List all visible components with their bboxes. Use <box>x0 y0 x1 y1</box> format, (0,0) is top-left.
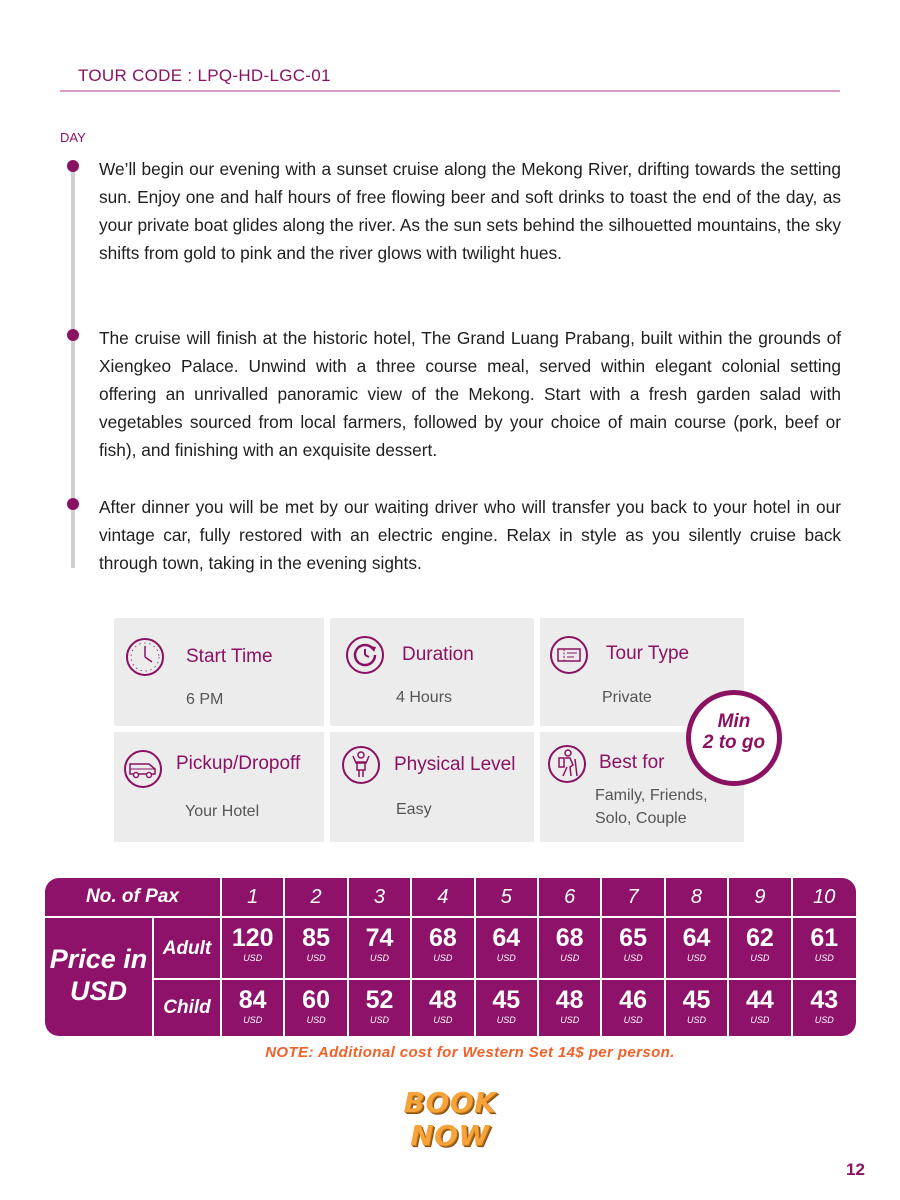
pax-count: 10 <box>793 878 856 918</box>
adult-price-cell <box>666 918 729 980</box>
adult-price-cell <box>349 918 412 980</box>
currency-label: USD <box>496 953 516 963</box>
child-price-cell <box>729 980 792 1036</box>
timer-icon <box>344 634 386 676</box>
itinerary-paragraph: After dinner you will be met by our waiting driver who will transfer you back to your hotel in our vintage car, fully restored with an electric engine. Relax in style as you silently cruise back through town, taking in the evening sights. <box>99 497 841 573</box>
info-value: Your Hotel <box>185 803 260 820</box>
child-price: 48 <box>428 986 457 1014</box>
child-price: 44 <box>745 986 774 1014</box>
child-price-cell <box>602 980 665 1036</box>
info-value: Easy <box>396 801 432 818</box>
child-price-cell <box>222 980 285 1036</box>
info-title: Physical Level <box>394 754 516 775</box>
min-badge-line: Min <box>717 711 751 732</box>
day-label: DAY <box>60 130 86 145</box>
child-price-cell <box>476 980 539 1036</box>
adult-price-cell <box>539 918 602 980</box>
child-price: 46 <box>619 986 647 1014</box>
timeline-dot <box>67 160 79 172</box>
currency-label: USD <box>750 953 770 963</box>
price-table <box>45 878 856 1036</box>
timeline-dot <box>67 329 79 341</box>
info-title: Best for <box>599 752 665 773</box>
info-value-line: Family, Friends, <box>595 787 708 804</box>
child-price: 48 <box>555 986 584 1014</box>
currency-label: USD <box>623 953 643 963</box>
info-duration <box>330 618 534 726</box>
currency-label: USD <box>433 953 453 963</box>
info-start-time <box>114 618 324 726</box>
adult-price: 64 <box>682 924 711 952</box>
person-icon <box>340 744 382 786</box>
currency-label: USD <box>686 1015 706 1025</box>
adult-price: 74 <box>365 924 394 952</box>
currency-label: USD <box>306 953 326 963</box>
currency-label: USD <box>243 953 263 963</box>
tour-info-grid <box>114 618 744 842</box>
header-divider <box>60 90 840 92</box>
adult-price-cell <box>793 918 856 980</box>
min-badge-line: 2 to go <box>702 732 766 753</box>
adult-price-cell <box>412 918 475 980</box>
info-physical-level <box>330 732 534 842</box>
info-title: Tour Type <box>606 643 690 664</box>
currency-label: USD <box>369 1015 389 1025</box>
pax-count: 5 <box>476 878 539 918</box>
page-number: 12 <box>846 1160 865 1179</box>
adult-price-cell <box>222 918 285 980</box>
clock-icon <box>124 636 166 678</box>
itinerary-paragraph: We’ll begin our evening with a sunset cruise along the Mekong River, drifting towards the setting sun. Enjoy one and half hours of free flowing beer and soft drinks to toast the end of the day, as your private boat glides along the river. As the sun sets behind the silhouetted mountains, the sky shifts from gold to pink and the river glows with twilight hues. <box>99 159 841 263</box>
adult-price: 64 <box>492 924 521 952</box>
tour-code: TOUR CODE : LPQ-HD-LGC-01 <box>78 66 331 85</box>
currency-label: USD <box>560 953 580 963</box>
hiker-icon <box>546 743 588 785</box>
adult-price: 120 <box>231 924 274 952</box>
currency-label: USD <box>369 953 389 963</box>
child-price: 43 <box>810 986 839 1014</box>
itinerary-paragraph: The cruise will finish at the historic hotel, The Grand Luang Prabang, built within the grounds of Xiengkeo Palace. Unwind with a three course meal, served within elegant colonial setting offering an unrivalled panoramic view of the Mekong. Start with a fresh garden salad with vegetables sourced from local farmers, followed by your choice of main course (pork, beef or fish), and finishing with an exquisite dessert. <box>99 328 841 460</box>
adult-price: 68 <box>555 924 584 952</box>
currency-label: USD <box>814 1015 834 1025</box>
child-price-cell <box>666 980 729 1036</box>
adult-price-cell <box>285 918 348 980</box>
child-price: 52 <box>365 986 394 1014</box>
additional-cost-note: NOTE: Additional cost for Western Set 14$ per person. <box>265 1044 675 1061</box>
adult-price: 61 <box>810 924 839 952</box>
child-price: 45 <box>682 986 711 1014</box>
currency-label: USD <box>750 1015 770 1025</box>
adult-price-cell <box>476 918 539 980</box>
price-label-line: Price in <box>49 944 148 974</box>
pax-count: 9 <box>729 878 792 918</box>
adult-price: 62 <box>745 924 774 952</box>
pax-count: 1 <box>222 878 285 918</box>
child-price: 45 <box>492 986 521 1014</box>
pax-count: 4 <box>412 878 475 918</box>
child-price-cell <box>793 980 856 1036</box>
currency-label: USD <box>814 953 834 963</box>
info-value <box>595 784 708 830</box>
pax-count: 2 <box>285 878 348 918</box>
adult-price: 85 <box>302 924 330 952</box>
ticket-icon <box>548 634 590 676</box>
child-price: 84 <box>238 986 267 1014</box>
child-price-cell <box>539 980 602 1036</box>
adult-price: 68 <box>428 924 457 952</box>
adult-label: Adult <box>154 918 222 980</box>
pax-count: 6 <box>539 878 602 918</box>
info-value: 6 PM <box>186 691 224 708</box>
van-icon <box>122 748 164 790</box>
adult-price: 65 <box>619 924 647 952</box>
min-participants-badge <box>686 690 782 786</box>
currency-label: USD <box>433 1015 453 1025</box>
currency-label: USD <box>496 1015 516 1025</box>
currency-label: USD <box>623 1015 643 1025</box>
info-title: Pickup/Dropoff <box>176 753 301 774</box>
child-price-cell <box>285 980 348 1036</box>
info-title: Start Time <box>186 646 273 667</box>
book-now-button[interactable]: BOOK NOW <box>360 1086 540 1128</box>
child-label: Child <box>154 980 222 1036</box>
info-value: Private <box>602 689 652 706</box>
timeline-dot <box>67 498 79 510</box>
price-in-usd-label <box>45 918 154 1036</box>
currency-label: USD <box>560 1015 580 1025</box>
pax-count: 8 <box>666 878 729 918</box>
child-price-cell <box>349 980 412 1036</box>
price-label-line: USD <box>69 976 127 1006</box>
child-price: 60 <box>302 986 330 1014</box>
currency-label: USD <box>243 1015 263 1025</box>
info-title: Duration <box>402 644 474 665</box>
pax-label: No. of Pax <box>45 878 222 918</box>
child-price-cell <box>412 980 475 1036</box>
pax-count: 7 <box>602 878 665 918</box>
pax-count: 3 <box>349 878 412 918</box>
currency-label: USD <box>306 1015 326 1025</box>
adult-price-cell <box>602 918 665 980</box>
info-value: 4 Hours <box>396 689 453 706</box>
adult-price-cell <box>729 918 792 980</box>
info-pickup <box>114 732 324 842</box>
currency-label: USD <box>686 953 706 963</box>
info-value-line: Solo, Couple <box>595 810 687 827</box>
